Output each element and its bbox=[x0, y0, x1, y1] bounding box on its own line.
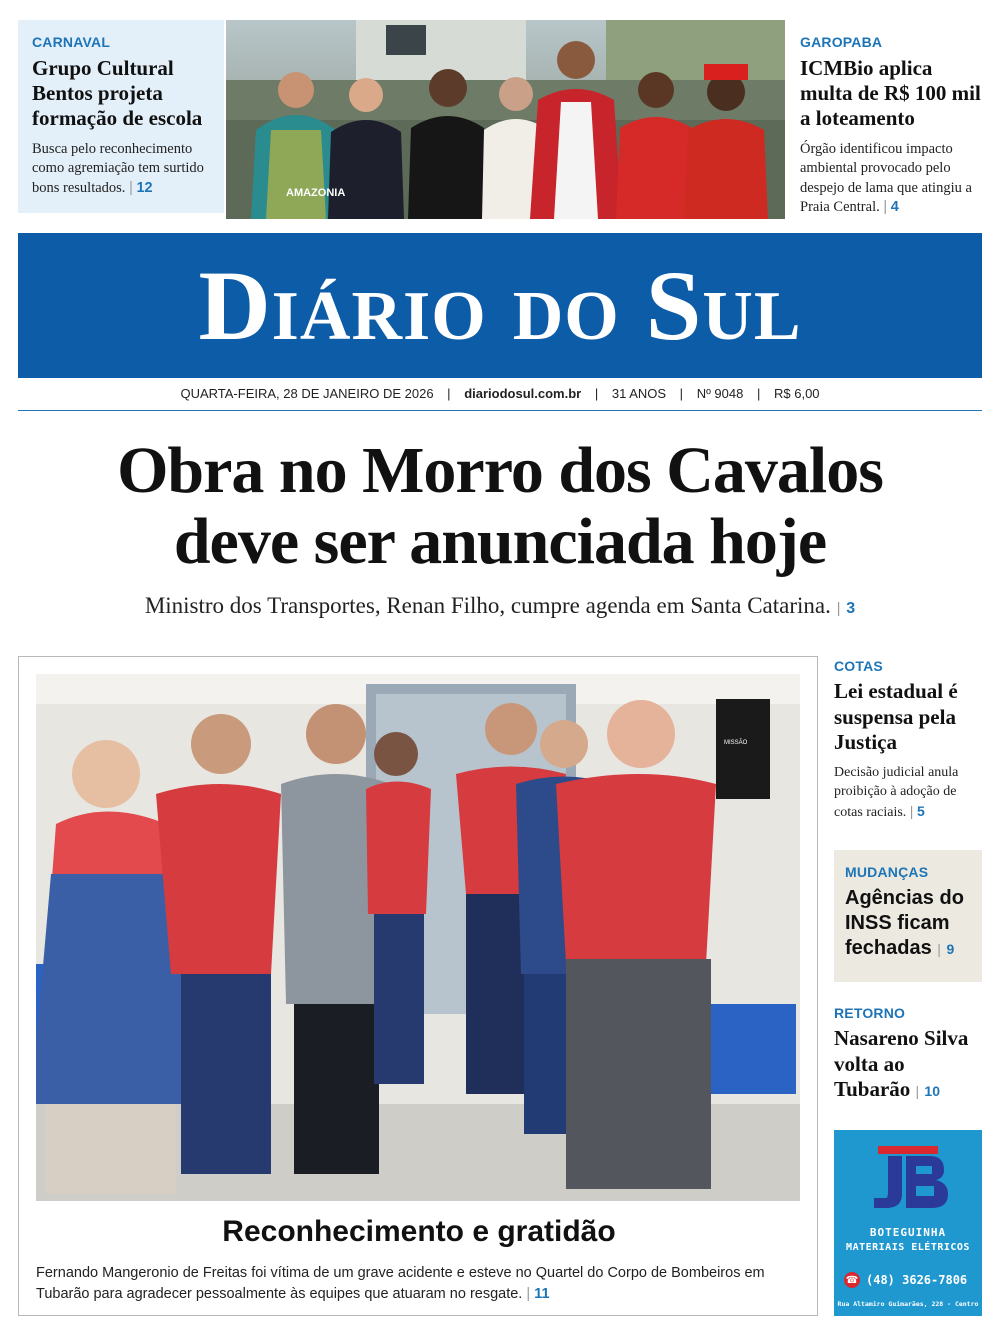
masthead[interactable] bbox=[18, 233, 982, 378]
lead-story[interactable] bbox=[0, 436, 1000, 621]
page-ref[interactable]: 5 bbox=[916, 803, 925, 820]
sidebar-item-cotas[interactable] bbox=[834, 658, 984, 823]
wall-sign: MISSÃO bbox=[724, 740, 748, 746]
advertisement[interactable] bbox=[834, 1130, 982, 1316]
sidebar-item-retorno[interactable] bbox=[834, 1005, 984, 1103]
ad-phone: (48) 3626-7806 bbox=[866, 1273, 968, 1287]
page-ref[interactable]: 10 bbox=[924, 1083, 940, 1100]
teaser-summary-text: Busca pelo reconhecimento como agremiação tem surtido bons resultados. bbox=[32, 140, 204, 196]
lead-subhead: Ministro dos Transportes, Renan Filho, cumpre agenda em Santa Catarina. | 3 bbox=[144, 593, 856, 619]
teaser-carnaval[interactable] bbox=[18, 20, 224, 213]
ad-line2: MATERIAIS ELÉTRICOS bbox=[846, 1242, 970, 1253]
lead-headline-line2[interactable]: deve ser anunciada hoje bbox=[173, 504, 827, 578]
sidebar-headline[interactable]: Agências do INSS ficam fechadas | 9 bbox=[845, 887, 964, 959]
caption-text: Fernando Mangeronio de Freitas foi vítima de um grave acidente e esteve no Quartel do Corpo de Bombeiros em Tubarão para agradecer pessoalmente às equipes que atuaram no resgate. | 11 bbox=[36, 1265, 765, 1303]
page-ref[interactable]: 12 bbox=[136, 179, 153, 196]
sidebar-kicker: RETORNO bbox=[834, 1005, 906, 1021]
teaser-summary: Órgão identificou impacto ambiental provocado pelo despejo de lama que atingiu a Praia Central. | 4 bbox=[800, 140, 972, 216]
feature-box[interactable] bbox=[18, 656, 818, 1316]
teaser-kicker: GAROPABA bbox=[800, 34, 883, 50]
lead-headline-line1[interactable]: Obra no Morro dos Cavalos bbox=[117, 434, 883, 507]
ad-address: Rua Altamiro Guimarães, 228 - Centro bbox=[837, 1300, 979, 1308]
firefighters-photo bbox=[36, 674, 800, 1201]
caption-title[interactable]: Reconhecimento e gratidão bbox=[222, 1215, 616, 1248]
sidebar-summary: Decisão judicial anula proibição à adoção de cotas raciais. | 5 bbox=[834, 764, 959, 821]
phone-icon: ☎ bbox=[844, 1272, 860, 1288]
sidebar-headline-text: Agências do INSS ficam fechadas bbox=[845, 887, 964, 959]
page-ref[interactable]: 11 bbox=[534, 1286, 550, 1303]
sidebar-kicker: MUDANÇAS bbox=[845, 864, 929, 880]
teaser-summary-text: Órgão identificou impacto ambiental provocado pelo despejo de lama que atingiu a Praia Central. bbox=[800, 140, 972, 216]
jersey-text: AMAZONIA bbox=[286, 187, 346, 199]
years: 31 ANOS bbox=[611, 386, 667, 401]
page-ref[interactable]: 9 bbox=[946, 941, 955, 957]
price: R$ 6,00 bbox=[774, 386, 820, 401]
page-ref[interactable]: 4 bbox=[890, 199, 899, 216]
teaser-headline[interactable]: Grupo Cultural Bentos projeta formação de escola bbox=[32, 56, 203, 131]
sidebar-headline[interactable]: Nasareno Silva volta ao Tubarão | 10 bbox=[834, 1026, 969, 1102]
teaser-headline[interactable]: ICMBio aplica multa de R$ 100 mil a loteamento bbox=[800, 56, 981, 131]
caption-body: Fernando Mangeronio de Freitas foi vítima de um grave acidente e esteve no Quartel do Corpo de Bombeiros em Tubarão para agradecer pessoalmente às equipes que atuaram no resgate. bbox=[36, 1265, 765, 1303]
sidebar-summary-text: Decisão judicial anula proibição à adoção de cotas raciais. bbox=[834, 764, 959, 821]
teaser-kicker: CARNAVAL bbox=[32, 34, 111, 50]
sidebar-headline-text: Nasareno Silva volta ao Tubarão bbox=[834, 1026, 969, 1102]
ad-logo bbox=[858, 1142, 958, 1218]
site-link[interactable]: diariodosul.com.br bbox=[464, 386, 582, 401]
teaser-garopaba[interactable] bbox=[800, 34, 985, 218]
teaser-summary: Busca pelo reconhecimento como agremiação tem surtido bons resultados. | 12 bbox=[32, 140, 204, 196]
carnaval-photo bbox=[226, 20, 785, 219]
dateline: QUARTA-FEIRA, 28 DE JANEIRO DE 2026 | diariodosul.com.br | 31 ANOS | Nº 9048 | R$ 6,00 bbox=[180, 386, 820, 401]
ad-phone-row[interactable] bbox=[844, 1270, 974, 1290]
date: QUARTA-FEIRA, 28 DE JANEIRO DE 2026 bbox=[180, 386, 434, 401]
masthead-title: Diário do Sul bbox=[198, 249, 802, 361]
issue-number: Nº 9048 bbox=[696, 386, 744, 401]
ad-line1: BOTEGUINHA bbox=[869, 1226, 947, 1239]
sidebar-headline[interactable]: Lei estadual é suspensa pela Justiça bbox=[834, 679, 958, 755]
divider bbox=[18, 410, 982, 411]
page-ref[interactable]: 3 bbox=[846, 600, 856, 618]
sidebar-item-mudancas[interactable] bbox=[834, 850, 982, 982]
lead-subhead-text: Ministro dos Transportes, Renan Filho, cumpre agenda em Santa Catarina. bbox=[144, 593, 831, 619]
sidebar-kicker: COTAS bbox=[834, 658, 883, 674]
